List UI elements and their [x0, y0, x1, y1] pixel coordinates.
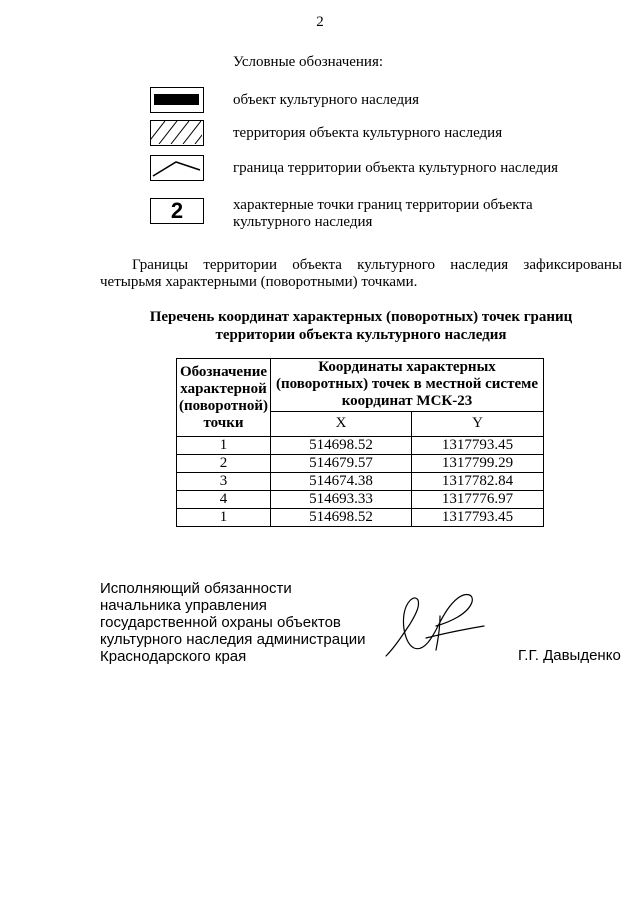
black-rectangle-icon: [150, 87, 204, 113]
header-point: [177, 359, 271, 437]
table-title-line1: Перечень координат характерных (поворотных) точек границ: [149, 309, 573, 325]
cell-x: 514698.52: [271, 509, 412, 527]
table-title: [100, 308, 622, 344]
header-point-line: характерной: [180, 380, 267, 397]
table-row: [177, 455, 544, 473]
header-point-line: Обозначение: [179, 363, 268, 380]
legend-item-label-line1: характерные точки границ территории объекта: [233, 197, 533, 213]
handwritten-signature: [380, 586, 490, 662]
legend-item-label: объект культурного наследия: [233, 92, 419, 108]
table-row: [177, 509, 544, 527]
signatory-line: Краснодарского края: [100, 648, 247, 665]
header-y: Y: [412, 411, 544, 436]
header-x: X: [271, 411, 412, 436]
signatory-name: Г.Г. Давыденко: [518, 647, 621, 664]
page-number: 2: [316, 14, 324, 30]
header-coords-line: координат МСК-23: [341, 393, 473, 410]
cell-point: 1: [177, 437, 271, 455]
signatory-line: Исполняющий обязанности: [100, 580, 292, 597]
signatory-line: начальника управления: [100, 597, 267, 614]
cell-x: 514674.38: [271, 473, 412, 491]
cell-y: 1317799.29: [412, 455, 544, 473]
legend-item-object: [150, 87, 620, 117]
legend-item-boundary: [150, 155, 620, 185]
cell-point: 3: [177, 473, 271, 491]
cell-x: 514693.33: [271, 491, 412, 509]
boundary-paragraph: [100, 257, 622, 291]
coordinates-table: [176, 358, 544, 527]
legend-item-points: [150, 198, 620, 238]
signatory-line: государственной охраны объектов: [100, 614, 341, 631]
legend-item-label: территория объекта культурного наследия: [233, 125, 503, 141]
header-coordinates: [271, 359, 544, 412]
legend-item-territory: [150, 120, 620, 150]
cell-point: 4: [177, 491, 271, 509]
cell-point: 1: [177, 509, 271, 527]
legend-item-label: [233, 197, 533, 231]
table-row: [177, 491, 544, 509]
header-coords-line: Координаты характерных: [318, 359, 496, 376]
header-point-line: точки: [203, 414, 244, 431]
cell-y: 1317793.45: [412, 437, 544, 455]
hatched-rectangle-icon: [150, 120, 204, 146]
legend-title: Условные обозначения:: [233, 54, 384, 70]
header-point-line: (поворотной): [178, 397, 269, 414]
signatory-line: культурного наследия администрации: [100, 631, 366, 648]
table-row: [177, 437, 544, 455]
legend-item-label-line2: культурного наследия: [233, 214, 373, 230]
legend-item-label: граница территории объекта культурного наследия: [233, 160, 559, 176]
header-coords-line: (поворотных) точек в местной системе: [276, 376, 538, 393]
boundary-line-icon: [150, 155, 204, 181]
cell-y: 1317782.84: [412, 473, 544, 491]
paragraph-line2: четырьмя характерными (поворотными) точками.: [100, 274, 418, 290]
cell-y: 1317793.45: [412, 509, 544, 527]
cell-x: 514679.57: [271, 455, 412, 473]
numbered-point-icon: 2: [150, 198, 204, 224]
cell-y: 1317776.97: [412, 491, 544, 509]
signatory-block: [100, 580, 365, 665]
cell-x: 514698.52: [271, 437, 412, 455]
table-title-line2: территории объекта культурного наследия: [215, 327, 507, 343]
table-row: [177, 473, 544, 491]
cell-point: 2: [177, 455, 271, 473]
paragraph-line1: Границы территории объекта культурного наследия зафиксированы: [132, 257, 622, 273]
